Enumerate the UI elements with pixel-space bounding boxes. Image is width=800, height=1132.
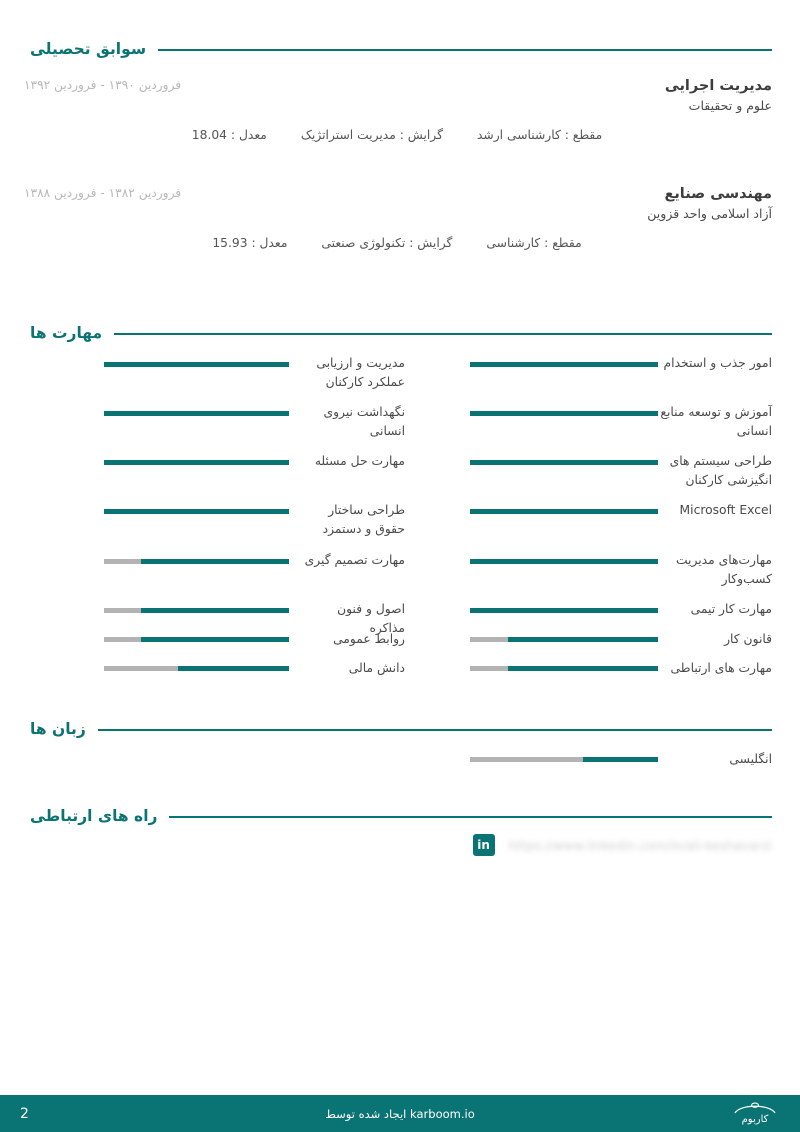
skill-bar xyxy=(470,559,658,564)
section-header-education xyxy=(30,42,772,58)
skill-bar xyxy=(104,666,289,671)
language-label: انگلیسی xyxy=(729,752,772,766)
section-title-skills: مهارت ها xyxy=(30,324,103,342)
skill-label: مهارت کار تیمی xyxy=(690,602,772,616)
skill-label: مهارت تصمیم گیری xyxy=(304,553,405,567)
section-header-skills xyxy=(30,326,772,342)
skill-bar-fill xyxy=(104,509,289,514)
skill-bar xyxy=(470,460,658,465)
education-gpa: معدل : 15.93 xyxy=(212,235,288,250)
skill-item xyxy=(300,659,405,678)
skill-label: طراحی سیستم های انگیزشی کارکنان xyxy=(669,454,772,488)
skill-label: قانون کار xyxy=(724,632,772,646)
skill-item xyxy=(632,403,772,441)
skill-item xyxy=(300,403,405,441)
skill-bar-fill xyxy=(508,666,658,671)
skill-bar-fill xyxy=(470,559,658,564)
skill-label: آموزش و توسعه منابع انسانی xyxy=(660,405,772,439)
skill-bar-fill xyxy=(178,666,289,671)
linkedin-url[interactable]: https://www.linkedin.com/in/ali-keshavarzi xyxy=(508,837,772,853)
skill-item xyxy=(632,452,772,490)
skill-label: طراحی ساختار حقوق و دستمزد xyxy=(322,503,405,537)
section-title-education: سوابق تحصیلی xyxy=(30,40,147,58)
skill-bar-fill xyxy=(470,362,658,367)
education-gpa: معدل : 18.04 xyxy=(191,127,267,142)
skill-item xyxy=(300,630,405,649)
skill-bar xyxy=(470,608,658,613)
skill-bar xyxy=(104,362,289,367)
section-rule-contact xyxy=(169,816,772,818)
skill-item xyxy=(300,354,405,392)
skill-bar xyxy=(470,637,658,642)
skill-label: امور جذب و استخدام xyxy=(663,356,772,370)
skill-item xyxy=(300,452,405,471)
skill-bar-fill xyxy=(141,608,289,613)
skill-bar-fill xyxy=(470,460,658,465)
education-field: گرایش : تکنولوژی صنعتی xyxy=(321,235,453,250)
education-major: مهندسی صنایع xyxy=(664,186,772,202)
skill-bar xyxy=(470,362,658,367)
skill-label: روابط عمومی xyxy=(333,632,405,646)
skill-item xyxy=(632,551,772,589)
footer-credit xyxy=(0,1107,800,1121)
skill-bar xyxy=(104,608,289,613)
education-date: فروردین ۱۳۹۰ - فروردین ۱۳۹۲ xyxy=(24,78,182,92)
education-level: مقطع : کارشناسی xyxy=(486,235,582,250)
skill-bar xyxy=(470,509,658,514)
education-institute: آزاد اسلامی واحد قزوین xyxy=(647,206,772,222)
page-footer xyxy=(0,1095,800,1132)
section-header-contact xyxy=(30,809,772,825)
language-bar-fill xyxy=(583,757,658,762)
education-institute: علوم و تحقیقات xyxy=(688,98,772,114)
skill-bar xyxy=(104,509,289,514)
section-rule-languages xyxy=(98,729,772,731)
skill-bar xyxy=(470,411,658,416)
skill-label: مهارت حل مسئله xyxy=(314,454,405,468)
section-rule-education xyxy=(158,49,772,51)
education-level: مقطع : کارشناسی ارشد xyxy=(476,127,603,142)
education-field: گرایش : مدیریت استراتژیک xyxy=(300,127,443,142)
skill-bar xyxy=(470,666,658,671)
education-meta xyxy=(22,236,772,250)
section-rule-skills xyxy=(114,333,772,335)
skill-bar xyxy=(104,559,289,564)
logo-arc-icon xyxy=(734,1102,776,1114)
karboom-logo[interactable] xyxy=(728,1100,782,1128)
skill-bar-fill xyxy=(104,362,289,367)
footer-site[interactable]: karboom.io xyxy=(410,1106,475,1121)
skill-bar-fill xyxy=(470,411,658,416)
section-title-languages: زبان ها xyxy=(30,720,86,738)
skill-bar-fill xyxy=(508,637,658,642)
skill-label: مهارت‌های مدیریت کسب‌وکار xyxy=(675,553,772,587)
education-date: فروردین ۱۳۸۲ - فروردین ۱۳۸۸ xyxy=(24,186,182,200)
skill-bar-fill xyxy=(141,559,289,564)
skill-label: دانش مالی xyxy=(348,661,405,675)
skill-bar xyxy=(104,411,289,416)
skill-bar-fill xyxy=(470,608,658,613)
footer-credit-text: ایجاد شده توسط xyxy=(325,1106,407,1121)
language-bar xyxy=(470,757,658,762)
skill-bar xyxy=(104,637,289,642)
skill-item xyxy=(300,501,405,539)
skill-bar-fill xyxy=(470,509,658,514)
skill-bar-fill xyxy=(104,460,289,465)
skill-bar xyxy=(104,460,289,465)
skill-label: Microsoft Excel xyxy=(679,503,772,517)
page-number: 2 xyxy=(20,1105,29,1122)
skill-bar-fill xyxy=(104,411,289,416)
skill-label: نگهداشت نیروی انسانی xyxy=(323,405,405,439)
skill-label: مدیریت و ارزیابی عملکرد کارکنان xyxy=(316,356,405,390)
skill-label: اصول و فنون مذاکره xyxy=(337,602,405,636)
linkedin-icon[interactable]: in xyxy=(473,834,495,856)
section-title-contact: راه های ارتباطی xyxy=(30,807,158,825)
skill-item xyxy=(300,551,405,570)
language-item xyxy=(652,750,772,769)
logo-brand-text: کاربوم xyxy=(741,1114,769,1125)
section-header-languages xyxy=(30,722,772,738)
skill-label: مهارت های ارتباطی xyxy=(670,661,772,675)
skill-bar-fill xyxy=(141,637,289,642)
education-major: مدیریت اجرایی xyxy=(664,78,772,94)
contact-item-linkedin[interactable] xyxy=(473,834,772,856)
education-meta xyxy=(22,128,772,142)
